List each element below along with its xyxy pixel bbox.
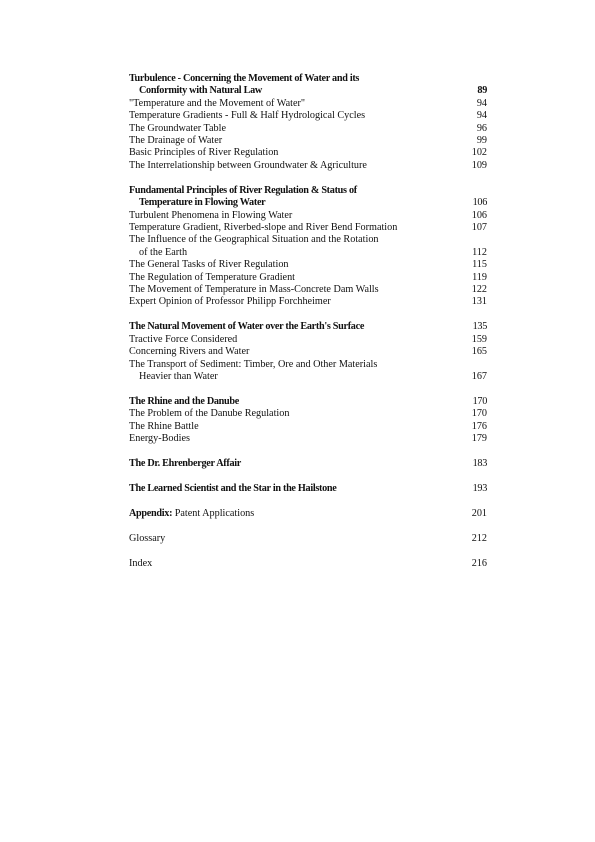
appendix-label: Appendix:: [129, 507, 173, 519]
toc-entry-title: Fundamental Principles of River Regulation & Status of: [129, 184, 357, 196]
toc-section: [129, 508, 487, 520]
toc-page-number: 201: [471, 507, 487, 519]
toc-entry-title: Temperature Gradient, Riverbed-slope and River Bend Formation: [129, 221, 398, 233]
toc-entry: [129, 222, 487, 234]
toc-entry-title: The Influence of the Geographical Situation and the Rotation: [129, 234, 379, 246]
toc-entry-title: Temperature in Flowing Water: [139, 197, 266, 209]
toc-entry-title: The Drainage of Water: [129, 135, 223, 147]
toc-entry: [129, 433, 487, 445]
toc-page-number: 193: [472, 482, 487, 494]
toc-entry-title: "Temperature and the Movement of Water": [129, 97, 306, 109]
toc-page-number: 179: [471, 433, 487, 445]
toc-entry-title: The Movement of Temperature in Mass-Concrete Dam Walls: [129, 284, 379, 295]
toc-entry: [129, 408, 487, 420]
toc-entry: [129, 247, 487, 259]
toc-page-number: 106: [472, 197, 487, 209]
toc-section: [129, 558, 487, 570]
toc-entry: [129, 210, 487, 222]
toc-entry-title: The Groundwater Table: [129, 122, 226, 134]
toc-entry-title: The Problem of the Danube Regulation: [129, 408, 290, 420]
toc-entry: [129, 558, 487, 570]
toc-page-number: 122: [471, 284, 487, 295]
toc-entry-title: The Transport of Sediment: Timber, Ore and Other Materials: [129, 358, 378, 370]
toc-page-number: 159: [471, 333, 487, 345]
toc-entry: [129, 371, 487, 383]
toc-chapter-heading: [129, 321, 487, 333]
toc-entry: [129, 284, 487, 296]
section-gap: [129, 520, 487, 533]
toc-entry: [129, 346, 487, 358]
toc-entry-title: The Natural Movement of Water over the Earth's Surface: [129, 321, 365, 333]
toc-page-number: 212: [471, 532, 487, 544]
section-gap: [129, 495, 487, 508]
toc-entry: [129, 272, 487, 284]
toc-entry-title: The Learned Scientist and the Star in the Hailstone: [129, 482, 337, 494]
toc-page-number: 106: [471, 209, 487, 221]
section-gap: [129, 445, 487, 458]
section-gap: [129, 172, 487, 185]
toc-page-number: 94: [476, 110, 487, 122]
toc-entry-title: Expert Opinion of Professor Philipp Forchheimer: [129, 296, 331, 308]
toc-entry: [129, 160, 487, 172]
toc-section: [129, 458, 487, 470]
toc-entry-title: Tractive Force Considered: [129, 333, 238, 345]
section-gap: [129, 309, 487, 322]
toc-section: [129, 483, 487, 495]
toc-entry: [129, 147, 487, 159]
appendix-title: Patent Applications: [172, 507, 255, 519]
toc-page-number: 170: [471, 408, 487, 420]
toc-page-number: 119: [472, 271, 487, 283]
toc-entry: [129, 296, 487, 308]
toc-page-number: 102: [471, 147, 487, 159]
toc-entry-title: Temperature Gradients - Full & Half Hydrological Cycles: [129, 110, 366, 122]
toc-entry-title: Glossary: [129, 532, 166, 544]
section-gap: [129, 545, 487, 558]
toc-entry-title: The General Tasks of River Regulation: [129, 259, 289, 271]
toc-entry: [129, 359, 487, 371]
toc-page-number: 96: [476, 122, 487, 134]
toc-section: [129, 321, 487, 383]
toc-entry-title: The Rhine Battle: [129, 420, 199, 432]
toc-entry: [129, 135, 487, 147]
toc-entry-title: Basic Principles of River Regulation: [129, 147, 279, 159]
toc-chapter-heading: [129, 396, 487, 408]
toc-entry: [129, 533, 487, 545]
toc-section: [129, 396, 487, 446]
toc-entry: [129, 110, 487, 122]
toc-section: [129, 73, 487, 172]
toc-page-number: 115: [472, 259, 487, 271]
toc-page-number: 131: [471, 296, 487, 308]
toc-entry-title: of the Earth: [139, 246, 188, 258]
toc-page-number: 94: [476, 97, 487, 109]
toc-chapter-heading: [129, 197, 487, 209]
toc-page-number: 112: [472, 246, 487, 258]
toc-entry-title: Turbulence - Concerning the Movement of Water and its: [129, 73, 360, 84]
toc-chapter-heading: [129, 85, 487, 97]
toc-entry-title: Turbulent Phenomena in Flowing Water: [129, 209, 293, 221]
toc-section: [129, 533, 487, 545]
toc-chapter-heading: [129, 483, 487, 495]
section-gap: [129, 383, 487, 396]
toc-page-number: 216: [471, 557, 487, 569]
toc-entry: [129, 98, 487, 110]
toc-entry: [129, 123, 487, 135]
toc-page-number: 167: [471, 370, 487, 382]
toc-entry-title: Energy-Bodies: [129, 433, 190, 445]
toc-entry-title: Concerning Rivers and Water: [129, 346, 250, 358]
table-of-contents: [129, 73, 487, 570]
toc-entry-title: Conformity with Natural Law: [139, 85, 262, 97]
toc-chapter-heading: [129, 458, 487, 470]
toc-entry: [129, 421, 487, 433]
toc-entry-appendix: [129, 508, 487, 520]
toc-entry: [129, 259, 487, 271]
toc-page-number: 165: [471, 346, 487, 358]
toc-section: [129, 185, 487, 309]
toc-page-number: 135: [472, 321, 487, 333]
toc-entry-title: Heavier than Water: [139, 370, 218, 382]
toc-page-number: 99: [476, 135, 487, 147]
toc-chapter-heading: [129, 185, 487, 197]
toc-page-number: 176: [471, 420, 487, 432]
toc-entry: [129, 234, 487, 246]
toc-entry: [129, 334, 487, 346]
section-gap: [129, 470, 487, 483]
toc-entry-title: Index: [129, 557, 153, 569]
toc-chapter-heading: [129, 73, 487, 85]
toc-entry-title: The Dr. Ehrenberger Affair: [129, 457, 241, 469]
toc-entry-title: The Interrelationship between Groundwater & Agriculture: [129, 159, 367, 171]
toc-page-number: 89: [477, 85, 487, 97]
toc-page-number: 107: [471, 221, 487, 233]
toc-page-number: 183: [472, 457, 487, 469]
toc-page-number: 109: [471, 159, 487, 171]
toc-entry-title: The Regulation of Temperature Gradient: [129, 271, 295, 283]
toc-entry-title: The Rhine and the Danube: [129, 395, 239, 407]
toc-page-number: 170: [472, 395, 487, 407]
toc-entry-title: [129, 508, 469, 520]
